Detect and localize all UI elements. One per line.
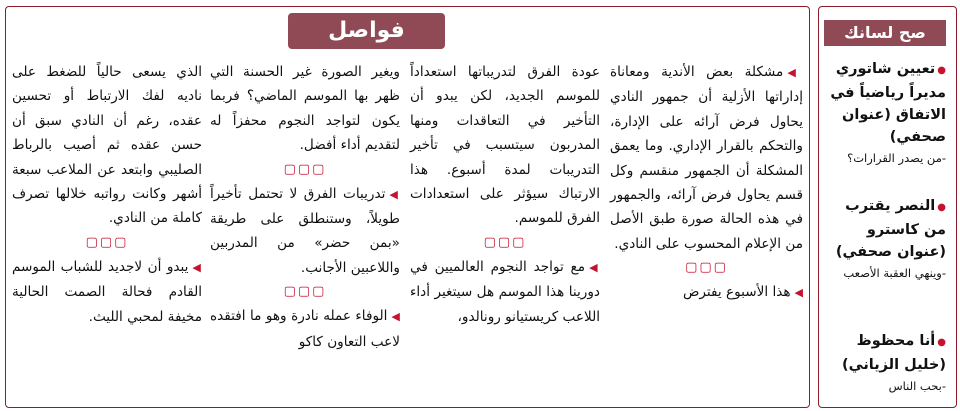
bullet-arrow-icon: ◀ xyxy=(391,310,400,324)
separator: ▢▢▢ xyxy=(283,284,327,300)
sidebar-item xyxy=(826,330,946,396)
bullet-arrow-icon: ◀ xyxy=(192,260,202,274)
paragraph: ويغير الصورة غير الحسنة التي ظهر بها الموسم الماضي؟ فربما يكون لتواجد النجوم محفزاً له لتقديم أداء أفضل. xyxy=(210,64,400,154)
paragraph: ◀مع تواجد النجوم العالميين في دورينا هذا الموسم هل سيتغير أداء اللاعب كريستيانو رونالدو، xyxy=(410,258,600,325)
paragraph: ◀يبدو أن لاجديد للشباب الموسم القادم فحالة الصمت الحالية مخيفة لمحبي الليث. xyxy=(12,258,202,325)
paragraph: الذي يسعى حالياً للضغط على ناديه لفك الارتباط أو تحسين عقده، رغم أن النادي سبق أن حسن عقده ثم أصيب بالرباط الصليبي وابتعد عن الملاعب سبعة أشهر وكانت رواتبه خلالها تصرف كاملة من النادي. xyxy=(12,64,202,227)
separator: ▢▢▢ xyxy=(283,161,327,177)
sidebar-item-headline: أنا محظوظ (خليل الزياني) xyxy=(842,333,946,373)
bullet-arrow-icon: ◀ xyxy=(389,187,400,201)
sidebar-item-comment: -بحب الناس xyxy=(888,379,946,393)
sidebar-item xyxy=(826,195,946,283)
sidebar-item-comment: -وينهي العقبة الأصعب xyxy=(843,266,946,280)
bullet-dot-icon: ● xyxy=(937,202,946,213)
bullet-arrow-icon: ◀ xyxy=(787,66,803,79)
sidebar-item-comment: -من يصدر القرارات؟ xyxy=(847,151,946,165)
paragraph: ◀الوفاء عمله نادرة وهو ما افتقده لاعب التعاون كاكو xyxy=(210,308,400,350)
sidebar-title-banner: صح لسانك xyxy=(824,20,946,46)
section-title-banner: فواصل xyxy=(288,13,445,49)
sidebar-item-headline: النصر يقترب من كاسترو (عنوان صحفي) xyxy=(835,198,946,260)
bullet-dot-icon: ● xyxy=(937,337,946,348)
text-column-3 xyxy=(210,60,400,354)
bullet-arrow-icon: ◀ xyxy=(794,286,803,300)
text-column-2 xyxy=(410,60,600,329)
text-column-1 xyxy=(610,60,803,306)
separator: ▢▢▢ xyxy=(483,234,527,250)
paragraph: ◀تدريبات الفرق لا تحتمل تأخيراً طويلاً، وستنطلق على طريقة «بمن حضر» من المدربين واللاعبين الأجانب. xyxy=(210,185,400,276)
sidebar-item xyxy=(826,58,946,168)
paragraph: عودة الفرق لتدريباتها استعداداً للموسم الجديد، لكن يبدو أن التأخير في التعاقدات ومنها المدربون سيتسبب في تأخير التدريبات لمدة أسبوع. هذا الارتباك سيؤثر على استعدادات الفرق للموسم. xyxy=(410,64,600,227)
bullet-dot-icon: ● xyxy=(937,65,946,76)
paragraph: ◀مشكلة بعض الأندية ومعاناة إداراتها الأزلية أن جمهور النادي يحاول فرض آرائه على الإدارة، والتحكم بالقرار الإداري. وما يعمق المشكلة أن الجمهور منقسم وكل قسم يحاول فرض آرائه، والجمهور في هذه الحالة صورة طبق الأصل من الإعلام المحسوب على النادي. xyxy=(610,64,803,252)
sidebar-item-headline: تعيين شاتوري مديراً رياضياً في الاتفاق (عنوان صحفي) xyxy=(830,61,946,145)
text-column-4 xyxy=(12,60,202,329)
bullet-arrow-icon: ◀ xyxy=(589,260,600,274)
paragraph: ◀هذا الأسبوع يفترض xyxy=(682,284,803,301)
separator: ▢▢▢ xyxy=(85,234,129,250)
separator: ▢▢▢ xyxy=(685,260,728,276)
